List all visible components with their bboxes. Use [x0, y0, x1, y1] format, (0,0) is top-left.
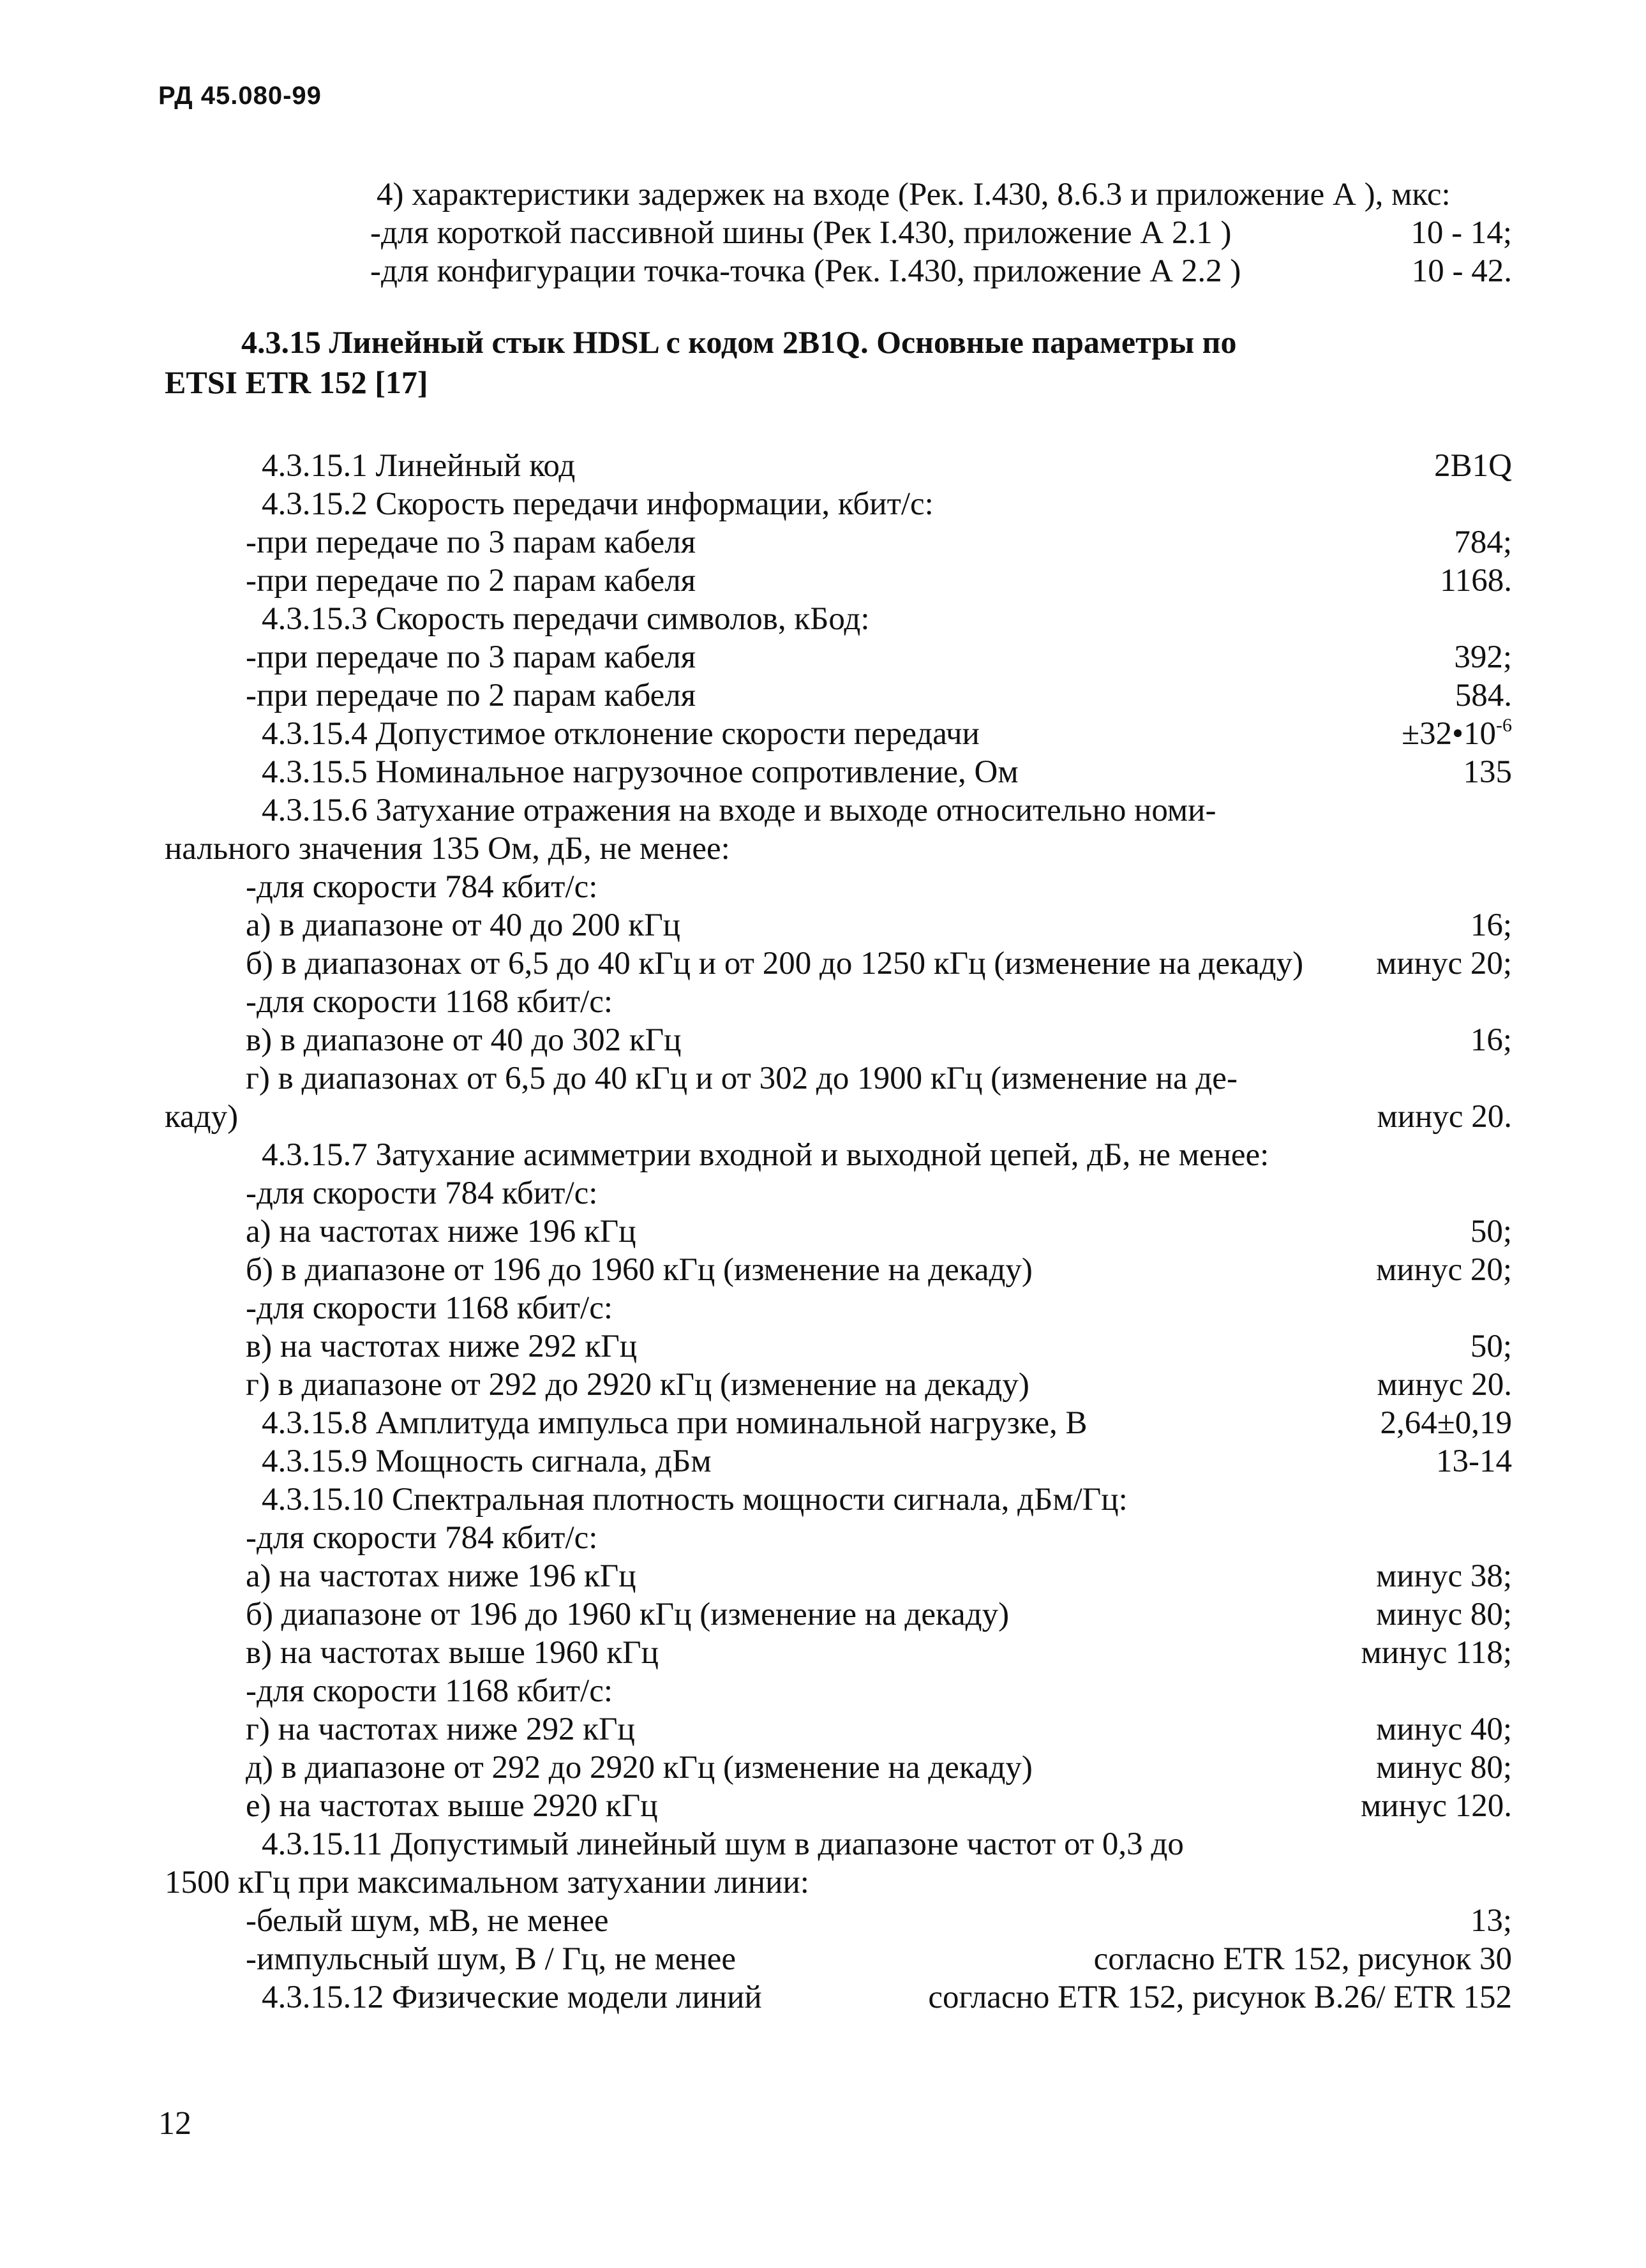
- spec-line: [0, 1481, 1646, 1519]
- line-value: [1434, 447, 1512, 485]
- line-text: 4.3.15.6 Затухание отражения на входе и выходе относительно номи-: [262, 793, 1216, 828]
- line-value-text: ±32•10: [1402, 716, 1496, 752]
- spec-line: [0, 447, 1646, 485]
- line-text: 4.3.15.1 Линейный код: [262, 448, 576, 484]
- spec-line: [0, 830, 1646, 868]
- line-value: [1402, 715, 1512, 753]
- spec-line: [0, 1136, 1646, 1174]
- line-value: [1470, 1212, 1512, 1251]
- spec-line: [0, 1021, 1646, 1059]
- line-value: [1380, 1404, 1513, 1442]
- spec-line: [0, 1787, 1646, 1825]
- spec-line: [0, 523, 1646, 562]
- section-heading: [165, 322, 1505, 405]
- spec-line: [0, 868, 1646, 906]
- line-value-text: 13-14: [1436, 1444, 1512, 1479]
- line-value-text: 392;: [1454, 639, 1512, 675]
- spec-line: [0, 1059, 1646, 1098]
- spec-line: [0, 1098, 1646, 1136]
- line-text: г) в диапазонах от 6,5 до 40 кГц и от 302 до 1900 кГц (изменение на де-: [246, 1061, 1238, 1096]
- page-number: 12: [158, 2105, 191, 2142]
- line-value: [1376, 1595, 1512, 1634]
- line-value-text: 2,64±0,19: [1380, 1405, 1512, 1441]
- line-text: в) на частотах ниже 292 кГц: [246, 1329, 637, 1364]
- line-text: 4.3.15.9 Мощность сигнала, дБм: [262, 1444, 712, 1479]
- spec-line: [0, 1672, 1646, 1710]
- line-text: д) в диапазоне от 292 до 2920 кГц (изменение на декаду): [246, 1750, 1033, 1786]
- line-text: 4.3.15.2 Скорость передачи информации, кбит/с:: [262, 486, 934, 522]
- intro-line: [0, 175, 1646, 214]
- spec-line: [0, 1902, 1646, 1940]
- line-value: [1470, 1902, 1512, 1940]
- spec-line: [0, 906, 1646, 944]
- spec-line: [0, 791, 1646, 830]
- line-text: -при передаче по 3 парам кабеля: [246, 639, 696, 675]
- line-value: [928, 1978, 1512, 2017]
- section-heading-line-1: 4.3.15 Линейный стык HDSL с кодом 2B1Q. Основные параметры по: [241, 324, 1237, 360]
- line-text: 4.3.15.12 Физические модели линий: [262, 1980, 762, 2015]
- line-text: -для конфигурации точка-точка (Рек. I.430, приложение А 2.2 ): [370, 253, 1241, 289]
- spec-line: [0, 1749, 1646, 1787]
- line-value-text: 50;: [1470, 1214, 1512, 1250]
- line-text: -для короткой пассивной шины (Рек I.430, приложение А 2.1 ): [370, 215, 1232, 251]
- line-text: -для скорости 1168 кбит/с:: [246, 1290, 613, 1326]
- line-text: 4.3.15.11 Допустимый линейный шум в диапазоне частот от 0,3 до: [262, 1826, 1184, 1862]
- line-text: нального значения 135 Ом, дБ, не менее:: [165, 831, 730, 867]
- line-text: б) в диапазонах от 6,5 до 40 кГц и от 200 до 1250 кГц (изменение на декаду): [246, 946, 1304, 981]
- line-text: в) в диапазоне от 40 до 302 кГц: [246, 1022, 682, 1058]
- spec-line: [0, 1978, 1646, 2017]
- line-text: 4.3.15.10 Спектральная плотность мощности сигнала, дБм/Гц:: [262, 1482, 1128, 1518]
- spec-line: [0, 1519, 1646, 1557]
- spec-line: [0, 676, 1646, 715]
- line-value: [1377, 1366, 1513, 1404]
- line-text: б) в диапазоне от 196 до 1960 кГц (изменение на декаду): [246, 1252, 1033, 1288]
- spec-line: [0, 1251, 1646, 1289]
- line-value: [1454, 638, 1512, 676]
- line-text: 1500 кГц при максимальном затухании линии:: [165, 1865, 809, 1900]
- line-value: [1376, 1749, 1512, 1787]
- spec-line: [0, 1634, 1646, 1672]
- line-value-exponent: -6: [1496, 715, 1512, 736]
- spec-line: [0, 1442, 1646, 1481]
- line-text: -для скорости 784 кбит/с:: [246, 869, 598, 905]
- line-value-text: 10 - 14;: [1410, 215, 1512, 251]
- line-text: -для скорости 784 кбит/с:: [246, 1175, 598, 1211]
- line-text: 4.3.15.4 Допустимое отклонение скорости передачи: [262, 716, 980, 752]
- line-value: [1470, 1021, 1512, 1059]
- line-value-text: минус 80;: [1376, 1750, 1512, 1786]
- line-value: [1361, 1787, 1512, 1825]
- spec-line: [0, 944, 1646, 983]
- line-text: г) на частотах ниже 292 кГц: [246, 1712, 635, 1747]
- line-value: [1094, 1940, 1512, 1978]
- line-value: [1377, 1098, 1513, 1136]
- line-text: -при передаче по 3 парам кабеля: [246, 525, 696, 560]
- line-value-text: минус 20.: [1377, 1099, 1512, 1135]
- line-text: -для скорости 1168 кбит/с:: [246, 984, 613, 1020]
- spec-line: [0, 1289, 1646, 1327]
- spec-line: [0, 485, 1646, 523]
- spec-line: [0, 983, 1646, 1021]
- line-value-text: 784;: [1454, 525, 1512, 560]
- line-value-text: 50;: [1470, 1329, 1512, 1364]
- spec-line: [0, 1327, 1646, 1366]
- line-text: 4.3.15.8 Амплитуда импульса при номинальной нагрузке, В: [262, 1405, 1088, 1441]
- line-text: б) диапазоне от 196 до 1960 кГц (изменение на декаду): [246, 1597, 1010, 1632]
- spec-line: [0, 1404, 1646, 1442]
- spec-line: [0, 1710, 1646, 1749]
- spec-line: [0, 1825, 1646, 1863]
- line-text: а) на частотах ниже 196 кГц: [246, 1558, 636, 1594]
- line-value: [1376, 1251, 1512, 1289]
- spec-line: [0, 1940, 1646, 1978]
- line-value: [1463, 753, 1513, 791]
- line-value-text: минус 20.: [1377, 1367, 1512, 1403]
- spec-line: [0, 638, 1646, 676]
- spec-line: [0, 753, 1646, 791]
- spec-line: [0, 1863, 1646, 1902]
- line-text: -для скорости 784 кбит/с:: [246, 1520, 598, 1556]
- line-value: [1376, 1557, 1512, 1595]
- line-text: 4.3.15.3 Скорость передачи символов, кБод:: [262, 601, 870, 637]
- line-text: -белый шум, мВ, не менее: [246, 1903, 609, 1939]
- line-value: [1470, 1327, 1512, 1366]
- line-value-text: 16;: [1470, 1022, 1512, 1058]
- line-text: е) на частотах выше 2920 кГц: [246, 1788, 658, 1824]
- line-text: а) в диапазоне от 40 до 200 кГц: [246, 907, 680, 943]
- line-value: [1436, 1442, 1512, 1481]
- spec-line: [0, 1174, 1646, 1212]
- line-value-text: 13;: [1470, 1903, 1512, 1939]
- line-value: [1376, 1710, 1512, 1749]
- spec-line: [0, 1557, 1646, 1595]
- line-value: [1440, 562, 1512, 600]
- line-text: 4) характеристики задержек на входе (Рек. I.430, 8.6.3 и приложение А ), мкс:: [377, 177, 1451, 213]
- line-value: [1376, 944, 1512, 983]
- document-header-code: РД 45.080-99: [158, 82, 322, 110]
- line-value-text: 1168.: [1440, 563, 1512, 599]
- line-text: каду): [165, 1099, 239, 1135]
- spec-line: [0, 715, 1646, 753]
- spec-line: [0, 600, 1646, 638]
- spec-line: [0, 1366, 1646, 1404]
- section-heading-line-2: ETSI ETR 152 [17]: [165, 364, 428, 400]
- spec-line: [0, 1595, 1646, 1634]
- spec-line: [0, 1212, 1646, 1251]
- line-text: -импульсный шум, В / Гц, не менее: [246, 1941, 737, 1977]
- line-value-text: минус 120.: [1361, 1788, 1512, 1824]
- line-text: в) на частотах выше 1960 кГц: [246, 1635, 659, 1671]
- line-value-text: минус 38;: [1376, 1558, 1512, 1594]
- line-value: [1412, 252, 1512, 290]
- line-value-text: согласно ETR 152, рисунок 30: [1093, 1941, 1512, 1977]
- line-text: а) на частотах ниже 196 кГц: [246, 1214, 636, 1250]
- line-value-text: минус 20;: [1376, 946, 1512, 981]
- line-value: [1361, 1634, 1512, 1672]
- line-text: 4.3.15.5 Номинальное нагрузочное сопротивление, Ом: [262, 754, 1019, 790]
- line-value-text: 2B1Q: [1434, 448, 1512, 484]
- line-value-text: 10 - 42.: [1411, 253, 1512, 289]
- intro-line: [0, 214, 1646, 252]
- line-value: [1454, 523, 1512, 562]
- line-text: -для скорости 1168 кбит/с:: [246, 1673, 613, 1709]
- line-value-text: согласно ETR 152, рисунок В.26/ ETR 152: [928, 1980, 1512, 2015]
- line-value-text: минус 20;: [1376, 1252, 1512, 1288]
- line-value-text: минус 80;: [1376, 1597, 1512, 1632]
- spec-line: [0, 562, 1646, 600]
- line-text: 4.3.15.7 Затухание асимметрии входной и выходной цепей, дБ, не менее:: [262, 1137, 1269, 1173]
- line-value-text: 16;: [1470, 907, 1512, 943]
- line-text: г) в диапазоне от 292 до 2920 кГц (изменение на декаду): [246, 1367, 1029, 1403]
- line-value: [1410, 214, 1512, 252]
- line-value-text: минус 40;: [1376, 1712, 1512, 1747]
- line-value-text: 584.: [1455, 678, 1512, 713]
- line-text: -при передаче по 2 парам кабеля: [246, 563, 696, 599]
- line-value-text: минус 118;: [1361, 1635, 1512, 1671]
- line-text: -при передаче по 2 парам кабеля: [246, 678, 696, 713]
- line-value: [1455, 676, 1512, 715]
- line-value: [1470, 906, 1512, 944]
- intro-line: [0, 252, 1646, 290]
- line-value-text: 135: [1463, 754, 1512, 790]
